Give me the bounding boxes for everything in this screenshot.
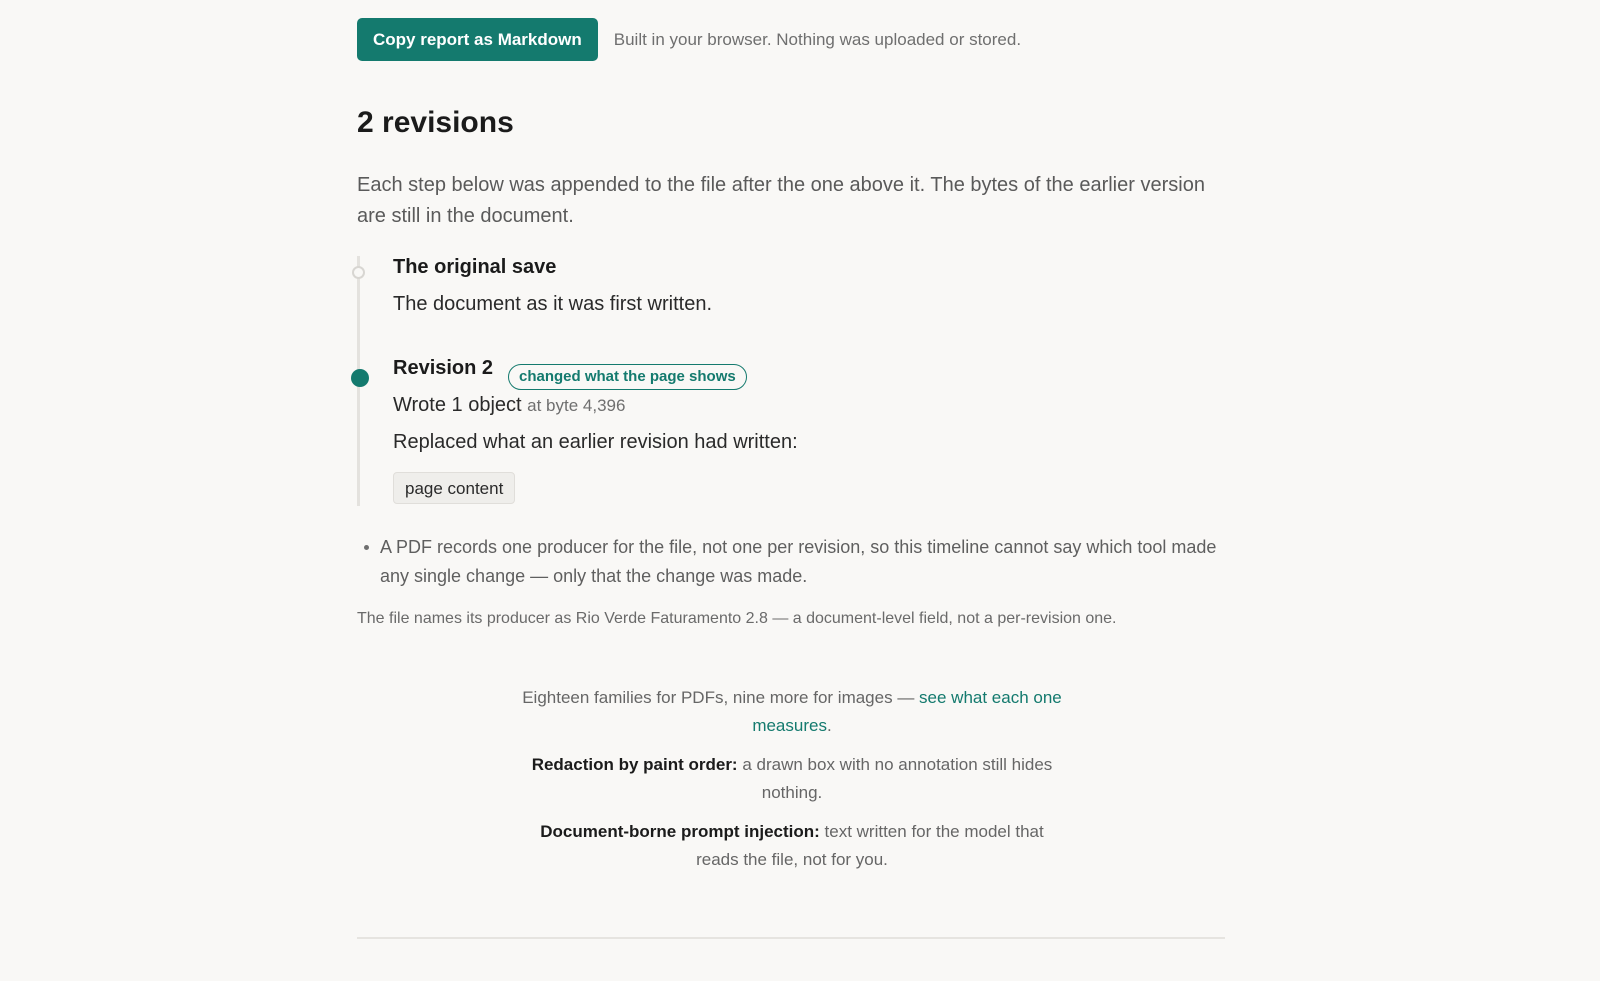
families-blurb — [522, 684, 1062, 740]
report-toolbar — [357, 18, 1021, 61]
revisions-intro: Each step below was appended to the file after the one above it. The bytes of the earlier version are still in the document. — [357, 174, 1205, 227]
revision-timeline — [357, 256, 1217, 506]
list-item: A PDF records one producer for the file, not one per revision, so this timeline cannot say which tool made any single change — only that the change was made. — [380, 533, 1250, 591]
injection-text: text written for the model that reads the file, not for you. — [696, 822, 1044, 869]
byte-offset: at byte 4,396 — [527, 396, 626, 415]
redaction-blurb — [522, 751, 1062, 807]
see-measures-link[interactable]: see what each one measures — [752, 688, 1062, 735]
revision-2-marker-icon — [351, 369, 369, 387]
changed-page-badge: changed what the page shows — [508, 364, 747, 390]
original-save-title: The original save — [393, 256, 557, 278]
original-save-marker-icon — [352, 266, 365, 279]
wrote-count: Wrote 1 object — [393, 394, 522, 416]
revisions-heading: 2 revisions — [357, 106, 514, 139]
injection-blurb — [522, 818, 1062, 874]
revision-2-title: Revision 2 — [393, 357, 494, 379]
injection-label: Document-borne prompt injection: — [540, 822, 820, 841]
copy-markdown-button[interactable]: Copy report as Markdown — [357, 18, 598, 61]
families-text: Eighteen families for PDFs, nine more for images — — [522, 688, 920, 707]
timeline-notes — [357, 533, 1250, 591]
redaction-text: a drawn box with no annotation still hides nothing. — [737, 755, 1053, 802]
revision-2-replaced: Replaced what an earlier revision had written: — [393, 431, 798, 453]
producer-note: The file names its producer as Rio Verde Faturamento 2.8 — a document-level field, not a per-revision one. — [357, 610, 1117, 627]
footer-blurbs — [522, 684, 1062, 885]
families-end: . — [826, 716, 832, 735]
revision-2-wrote — [393, 394, 625, 417]
section-divider — [357, 937, 1225, 939]
privacy-note: Built in your browser. Nothing was uploaded or stored. — [613, 29, 1022, 49]
original-save-description: The document as it was first written. — [393, 293, 713, 315]
redaction-label: Redaction by paint order: — [531, 755, 738, 774]
replaced-item-chip: page content — [393, 472, 515, 504]
